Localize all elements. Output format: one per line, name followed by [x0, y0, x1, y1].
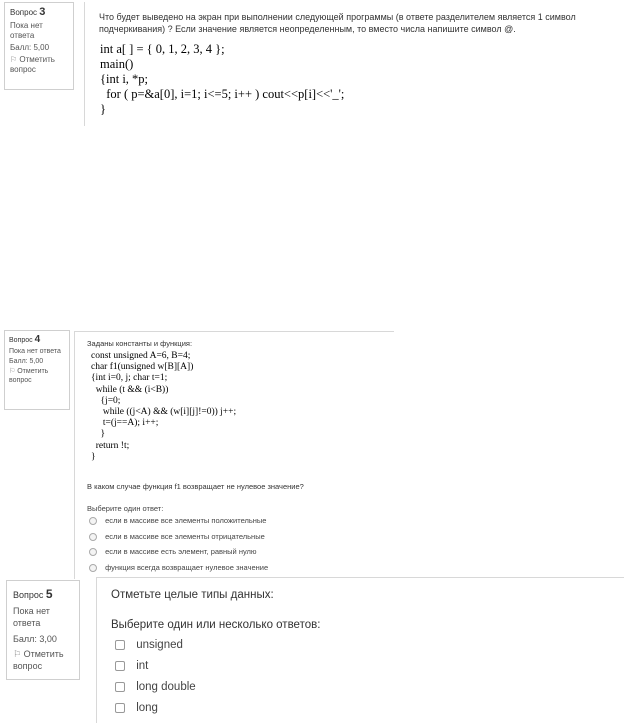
code-line: while (t && (i<B)) — [91, 384, 169, 395]
option-row[interactable] — [115, 635, 196, 656]
code-line: {j=0; — [91, 395, 121, 406]
question-4-question: В каком случае функция f1 возвращает не нулевое значение? — [87, 482, 304, 491]
flag-label: Отметить вопрос — [10, 55, 55, 74]
question-4-prompt: Выберите один ответ: — [87, 504, 164, 513]
question-label: Вопрос — [10, 8, 38, 17]
option-row[interactable] — [89, 563, 268, 579]
code-line: } — [100, 102, 106, 116]
question-5-content — [96, 577, 624, 723]
flag-label: Отметить вопрос — [13, 649, 64, 671]
question-4-flag[interactable] — [9, 367, 65, 385]
question-3-flag[interactable] — [10, 55, 68, 75]
option-label[interactable]: функция всегда возвращает нулевое значение — [105, 562, 269, 572]
question-5-info — [6, 580, 80, 680]
checkbox[interactable] — [115, 661, 125, 671]
option-label[interactable]: unsigned — [136, 639, 183, 651]
code-line: int a[ ] = { 0, 1, 2, 3, 4 }; — [100, 42, 225, 56]
question-3-info — [4, 2, 74, 90]
question-5-options — [115, 635, 196, 719]
question-4-options — [89, 516, 268, 578]
option-row[interactable] — [89, 516, 268, 532]
question-number: 3 — [39, 6, 46, 18]
question-5-prompt: Выберите один или несколько ответов: — [111, 619, 321, 631]
checkbox[interactable] — [115, 640, 125, 650]
code-line: for ( p=&a[0], i=1; i<=5; i++ ) cout<<p[i]<<'_'; — [100, 87, 345, 101]
radio-button[interactable] — [89, 517, 97, 525]
flag-icon: ⚐ — [13, 649, 22, 659]
code-line: } — [91, 429, 106, 440]
code-line: while ((j<A) && (w[i][j]!=0)) j++; — [91, 407, 237, 418]
radio-button[interactable] — [89, 564, 97, 572]
question-label: Вопрос — [9, 337, 33, 344]
checkbox[interactable] — [115, 682, 125, 692]
code-line: t=(j==A); i++; — [91, 418, 159, 429]
question-4-code — [91, 351, 236, 463]
question-4-grade: Балл: 5,00 — [9, 358, 44, 365]
flag-label: Отметить вопрос — [9, 368, 49, 384]
option-row[interactable] — [115, 677, 196, 698]
option-label[interactable]: если в массиве все элементы положительные — [105, 516, 267, 525]
option-row[interactable] — [89, 547, 268, 563]
code-line: {int i, *p; — [100, 72, 149, 86]
question-5-grade: Балл: 3,00 — [13, 634, 57, 644]
question-5-status: Пока нет ответа — [13, 606, 50, 628]
question-4-info — [4, 330, 70, 410]
option-label[interactable]: если в массиве есть элемент, равный нулю — [105, 547, 257, 556]
question-5-number — [13, 587, 73, 601]
question-number: 5 — [45, 587, 53, 601]
question-3-code — [100, 42, 344, 117]
radio-button[interactable] — [89, 548, 97, 556]
code-line: char f1(unsigned w[B][A]) — [91, 362, 194, 373]
question-3-grade: Балл: 5,00 — [10, 43, 50, 52]
question-3-content — [84, 2, 620, 126]
question-3-status: Пока нет ответа — [10, 21, 43, 40]
option-label[interactable]: long double — [136, 681, 196, 693]
option-row[interactable] — [115, 656, 196, 677]
option-row[interactable] — [115, 698, 196, 719]
question-5-question: Отметьте целые типы данных: — [111, 589, 274, 601]
option-label[interactable]: если в массиве все элементы отрицательные — [105, 531, 265, 541]
checkbox[interactable] — [115, 703, 125, 713]
option-label[interactable]: long — [136, 702, 158, 714]
flag-icon: ⚐ — [10, 55, 18, 64]
question-4-status: Пока нет ответа — [9, 348, 61, 355]
radio-button[interactable] — [89, 533, 97, 541]
question-3-number — [10, 6, 68, 18]
question-label: Вопрос — [13, 590, 44, 600]
question-4-content — [74, 331, 394, 579]
option-label[interactable]: int — [136, 660, 149, 672]
question-3-text: Что будет выведено на экран при выполнении следующей программы (в ответе разделителем является 1 символ подчеркивания) ? Если значение является неопределенным, то вместо числа напишите символ @. — [99, 12, 576, 34]
question-5-flag[interactable] — [13, 648, 73, 672]
question-number: 4 — [34, 334, 41, 345]
code-line: return !t; — [91, 440, 130, 451]
flag-icon: ⚐ — [9, 368, 16, 375]
option-row[interactable] — [89, 532, 268, 548]
code-line: main() — [100, 57, 134, 71]
code-line: {int i=0, j; char t=1; — [91, 373, 168, 384]
question-4-intro: Заданы константы и функция: — [87, 339, 193, 348]
question-4-number — [9, 334, 65, 345]
code-line: const unsigned A=6, B=4; — [91, 351, 191, 361]
code-line: } — [91, 451, 96, 462]
